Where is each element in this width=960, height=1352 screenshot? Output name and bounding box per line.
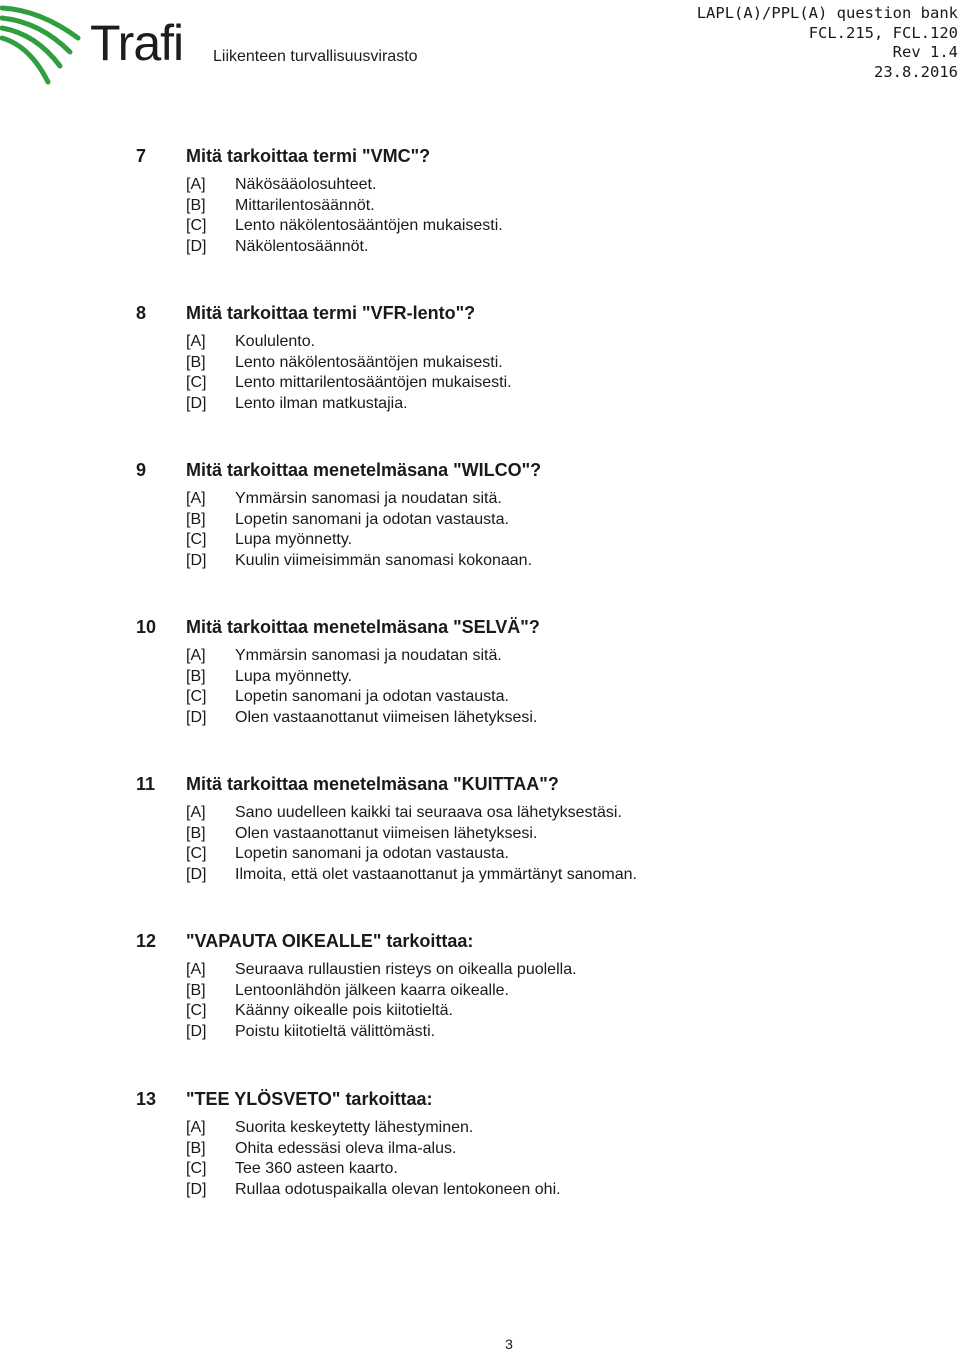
question-number: 9	[136, 460, 147, 480]
option-item	[0, 825, 900, 846]
option-item	[0, 354, 900, 375]
option-text: Sano uudelleen kaikki tai seuraava osa lähetyksestäsi.	[235, 804, 622, 821]
option-text: Tee 360 asteen kaarto.	[235, 1160, 398, 1178]
question-text: Mitä tarkoittaa menetelmäsana "SELVÄ"?	[186, 617, 540, 637]
option-text: Olen vastaanottanut viimeisen lähetyksesi.	[235, 708, 538, 726]
trafi-swoosh-icon	[0, 0, 90, 95]
question-number: 8	[136, 303, 147, 323]
option-item	[0, 552, 900, 573]
page-number: 3	[505, 1336, 513, 1352]
option-text: Lupa myönnetty.	[235, 667, 353, 685]
question-heading	[0, 460, 900, 484]
option-text: Lupa myönnetty.	[235, 531, 353, 549]
option-text: Ohita edessäsi oleva ilma-alus.	[235, 1139, 457, 1157]
question-item	[0, 617, 900, 726]
option-item	[0, 1119, 900, 1140]
option-label: [D]	[186, 1022, 207, 1040]
question-heading	[0, 1089, 900, 1113]
question-item	[0, 1089, 900, 1198]
option-label: [B]	[186, 824, 206, 842]
option-text: Seuraava rullaustien risteys on oikealla puolella.	[235, 961, 577, 978]
option-text: Suorita keskeytetty lähestyminen.	[235, 1119, 474, 1136]
option-item	[0, 845, 900, 866]
option-item	[0, 709, 900, 730]
option-label: [A]	[186, 176, 206, 193]
option-label: [B]	[186, 196, 206, 214]
question-item	[0, 303, 900, 412]
question-item	[0, 460, 900, 569]
option-text: Lopetin sanomani ja odotan vastausta.	[235, 510, 509, 528]
question-number: 7	[136, 146, 147, 166]
trafi-logo	[0, 0, 420, 95]
option-label: [C]	[186, 845, 207, 863]
question-item	[0, 774, 900, 883]
question-text: Mitä tarkoittaa termi "VMC"?	[186, 146, 431, 166]
option-item	[0, 511, 900, 532]
question-heading	[0, 774, 900, 798]
option-item	[0, 804, 900, 825]
option-label: [A]	[186, 1119, 206, 1136]
document-reference: FCL.215, FCL.120	[808, 23, 958, 42]
option-list	[0, 647, 900, 729]
document-title: LAPL(A)/PPL(A) question bank	[696, 4, 958, 22]
option-text: Lopetin sanomani ja odotan vastausta.	[235, 688, 509, 706]
option-label: [A]	[186, 333, 206, 350]
question-number: 12	[136, 931, 157, 951]
option-label: [C]	[186, 688, 207, 706]
option-label: [B]	[186, 1139, 206, 1157]
document-date: 23.8.2016	[874, 62, 958, 81]
option-text: Lento näkölentosääntöjen mukaisesti.	[235, 217, 503, 235]
option-item	[0, 1160, 900, 1181]
option-text: Lento mittarilentosääntöjen mukaisesti.	[235, 374, 512, 392]
option-item	[0, 668, 900, 689]
question-heading	[0, 617, 900, 641]
logo-wordmark: Trafi	[90, 15, 184, 71]
question-item	[0, 146, 900, 255]
option-label: [B]	[186, 510, 206, 528]
option-list	[0, 804, 900, 886]
option-text: Käänny oikealle pois kiitotieltä.	[235, 1002, 453, 1020]
question-heading	[0, 931, 900, 955]
document-revision: Rev 1.4	[892, 43, 958, 61]
option-item	[0, 688, 900, 709]
question-text: "VAPAUTA OIKEALLE" tarkoittaa:	[186, 931, 474, 951]
option-text: Ilmoita, että olet vastaanottanut ja ymmärtänyt sanoman.	[235, 865, 637, 883]
option-list	[0, 176, 900, 258]
option-label: [D]	[186, 865, 207, 883]
option-label: [C]	[186, 1002, 207, 1020]
option-text: Koululento.	[235, 333, 316, 350]
option-text: Lento näkölentosääntöjen mukaisesti.	[235, 353, 503, 371]
option-item	[0, 1181, 900, 1202]
option-label: [B]	[186, 667, 206, 685]
option-text: Rullaa odotuspaikalla olevan lentokoneen ohi.	[235, 1180, 561, 1198]
option-item	[0, 1023, 900, 1044]
question-text: Mitä tarkoittaa menetelmäsana "KUITTAA"?	[186, 774, 559, 794]
document-header-meta	[697, 4, 958, 82]
question-item	[0, 931, 900, 1040]
option-label: [A]	[186, 490, 206, 507]
option-label: [C]	[186, 374, 207, 392]
option-item	[0, 866, 900, 887]
option-item	[0, 217, 900, 238]
question-heading	[0, 303, 900, 327]
option-text: Mittarilentosäännöt.	[235, 196, 375, 214]
option-item	[0, 647, 900, 668]
question-text: Mitä tarkoittaa menetelmäsana "WILCO"?	[186, 460, 542, 480]
option-text: Näkösääolosuhteet.	[235, 176, 377, 193]
option-label: [C]	[186, 1160, 207, 1178]
option-text: Poistu kiitotieltä välittömästi.	[235, 1022, 436, 1040]
option-item	[0, 333, 900, 354]
question-number: 10	[136, 617, 157, 637]
option-label: [D]	[186, 1180, 207, 1198]
question-number: 11	[136, 774, 156, 794]
option-list	[0, 333, 900, 415]
option-label: [B]	[186, 353, 206, 371]
option-text: Lopetin sanomani ja odotan vastausta.	[235, 845, 509, 863]
logo-subtitle: Liikenteen turvallisuusvirasto	[213, 48, 418, 65]
option-text: Olen vastaanottanut viimeisen lähetyksesi.	[235, 824, 538, 842]
question-heading	[0, 146, 900, 170]
option-label: [A]	[186, 804, 206, 821]
option-item	[0, 961, 900, 982]
option-item	[0, 490, 900, 511]
option-label: [D]	[186, 394, 207, 412]
option-label: [D]	[186, 708, 207, 726]
question-text: Mitä tarkoittaa termi "VFR-lento"?	[186, 303, 476, 323]
option-text: Lento ilman matkustajia.	[235, 394, 408, 412]
option-item	[0, 982, 900, 1003]
option-item	[0, 531, 900, 552]
option-text: Ymmärsin sanomasi ja noudatan sitä.	[235, 490, 502, 507]
option-item	[0, 176, 900, 197]
option-label: [C]	[186, 217, 207, 235]
option-label: [C]	[186, 531, 207, 549]
option-label: [A]	[186, 647, 206, 664]
option-item	[0, 238, 900, 259]
option-label: [A]	[186, 961, 206, 978]
option-label: [D]	[186, 237, 207, 255]
option-text: Lentoonlähdön jälkeen kaarra oikealle.	[235, 981, 509, 999]
option-item	[0, 197, 900, 218]
option-text: Kuulin viimeisimmän sanomasi kokonaan.	[235, 551, 533, 569]
option-text: Ymmärsin sanomasi ja noudatan sitä.	[235, 647, 502, 664]
option-list	[0, 1119, 900, 1201]
option-item	[0, 1140, 900, 1161]
question-text: "TEE YLÖSVETO" tarkoittaa:	[186, 1089, 433, 1109]
option-label: [B]	[186, 981, 206, 999]
option-list	[0, 490, 900, 572]
option-label: [D]	[186, 551, 207, 569]
option-text: Näkölentosäännöt.	[235, 237, 369, 255]
option-list	[0, 961, 900, 1043]
option-item	[0, 374, 900, 395]
option-item	[0, 395, 900, 416]
question-number: 13	[136, 1089, 157, 1109]
option-item	[0, 1002, 900, 1023]
